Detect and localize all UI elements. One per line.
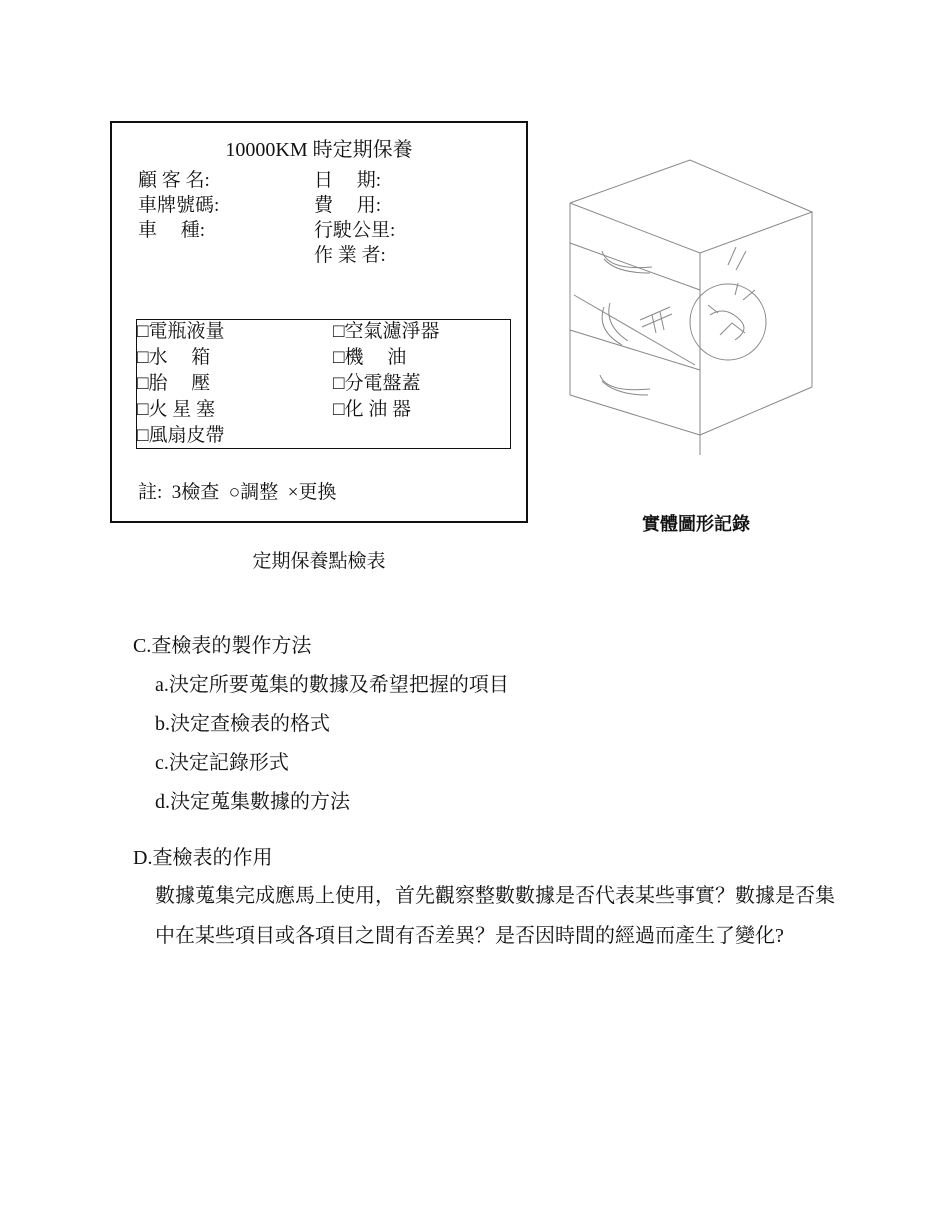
check-item-spark-plug: □火 星 塞 [137,399,215,420]
section-c-heading: C.查檢表的製作方法 [133,635,312,657]
check-item-distributor-cap: □分電盤蓋 [333,373,421,394]
field-cost: 費 用: [314,195,382,216]
section-c-item-b: b.決定查檢表的格式 [155,713,330,735]
field-mileage: 行駛公里: [314,220,396,241]
section-d-body: 數據蒐集完成應馬上使用，首先觀察整數數據是否代表某些事實？數據是否集中在某些項目或各項目之間有否差異？是否因時間的經過而產生了變化? [155,885,835,947]
check-item-fan-belt: □風扇皮帶 [137,425,225,446]
form-title: 10000KM 時定期保養 [225,139,413,161]
check-item-carburetor: □化 油 器 [333,399,411,420]
check-item-engine-oil: □機 油 [333,347,407,368]
field-car-type: 車 種: [138,220,206,241]
check-item-radiator: □水 箱 [137,347,211,368]
form-caption: 定期保養點檢表 [252,551,386,572]
check-item-tire-pressure: □胎 壓 [137,373,211,394]
field-date: 日 期: [314,170,382,191]
check-item-air-filter: □空氣濾淨器 [333,321,440,342]
field-operator: 作 業 者: [314,245,386,266]
section-c-item-d: d.決定蒐集數據的方法 [155,791,350,813]
check-items-box [136,319,511,449]
field-plate-number: 車牌號碼: [138,195,220,216]
field-customer-name: 顧 客 名: [138,170,210,191]
section-c-item-a: a.決定所要蒐集的數據及希望把握的項目 [155,674,509,696]
form-legend-note: 註: 3檢查 ○調整 ×更換 [138,482,337,503]
check-item-battery: □電瓶液量 [137,321,225,342]
section-d-heading: D.查檢表的作用 [133,847,273,869]
maintenance-checklist-form [110,121,528,523]
sketch-caption: 實體圖形記錄 [642,514,750,534]
cabinet-sketch-illustration [560,155,820,460]
section-c-item-c: c.決定記錄形式 [155,752,289,774]
